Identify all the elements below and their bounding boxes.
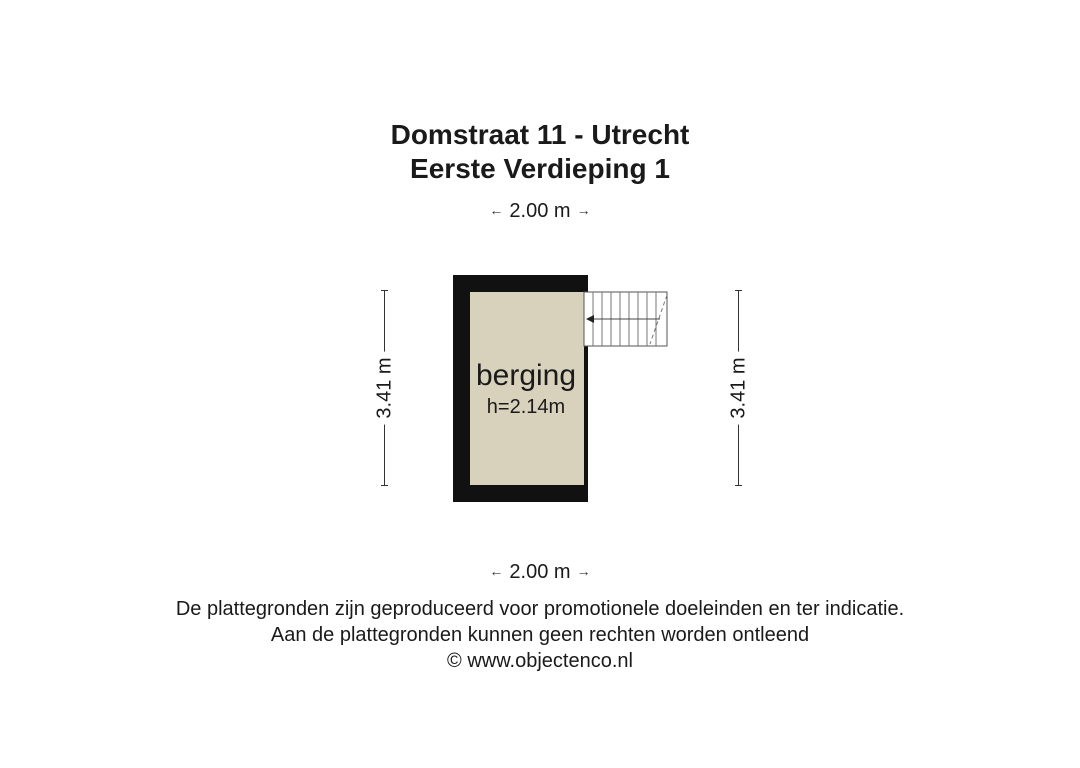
disclaimer-line: De plattegronden zijn geproduceerd voor promotionele doeleinden en ter indicatie.	[175, 598, 905, 620]
right-height-label: 3.41 m	[728, 351, 751, 424]
arrow-right-icon: →	[576, 563, 591, 579]
plan-title: Domstraat 11 - Utrecht	[390, 119, 690, 150]
arrow-left-icon: ←	[489, 202, 504, 218]
left-height-label: 3.41 m	[374, 351, 397, 424]
bottom-width-label: 2.00 m	[509, 561, 571, 583]
staircase	[584, 292, 667, 346]
arrow-left-icon: ←	[489, 563, 504, 579]
disclaimer-line: Aan de plattegronden kunnen geen rechten worden ontleend	[270, 624, 810, 646]
bottom-width-dimension	[0, 559, 1080, 584]
arrow-right-icon: →	[576, 202, 591, 218]
room-height: h=2.14m	[486, 396, 566, 418]
room-name: berging	[475, 359, 577, 392]
top-width-label: 2.00 m	[509, 200, 571, 222]
floor-name: Eerste Verdieping 1	[410, 153, 670, 184]
copyright-notice: © www.objectenco.nl	[447, 650, 633, 672]
